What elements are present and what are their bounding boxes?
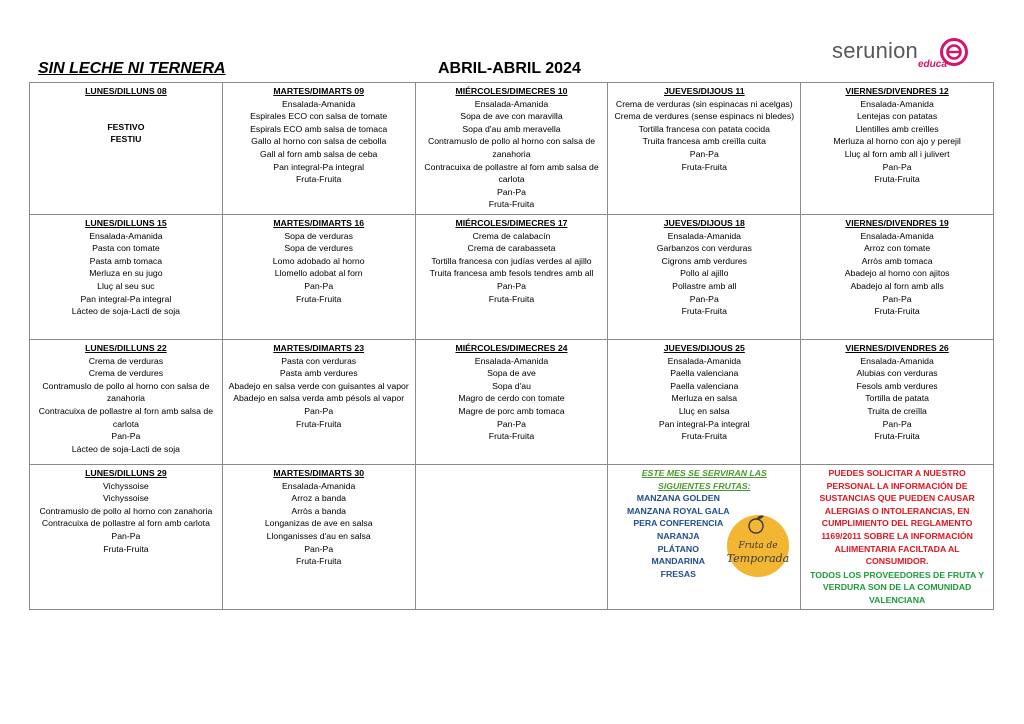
dish-item: Ensalada-Amanida bbox=[281, 98, 356, 109]
day-title: MIÉRCOLES/DIMECRES 10 bbox=[455, 86, 568, 96]
dish-item: Crema de calabacín bbox=[472, 230, 551, 241]
dish-item: Paella valenciana bbox=[670, 380, 739, 391]
dish-item: Pasta amb verdures bbox=[279, 368, 358, 379]
day-title: VIERNES/DIVENDRES 19 bbox=[845, 217, 949, 228]
dish-item: Crema de carabasseta bbox=[467, 243, 556, 254]
day-title: JUEVES/DIJOUS 11 bbox=[663, 86, 745, 96]
dish-item: Truita de creïlla bbox=[867, 405, 927, 416]
dish-item: Ensalada-Amanida bbox=[667, 355, 741, 366]
dish-item: Fruta-Fruita bbox=[488, 199, 535, 210]
dish-item: Vichyssoise bbox=[103, 493, 149, 504]
day-cell bbox=[415, 339, 608, 464]
day-cell bbox=[30, 339, 223, 464]
day-title: MIÉRCOLES/DIMECRES 17 bbox=[455, 217, 568, 228]
fruit-item: MANZANA GOLDEN bbox=[636, 493, 720, 504]
dish-item: Abadejo al forn amb alls bbox=[850, 280, 944, 291]
day-title: LUNES/DILLUNS 29 bbox=[85, 467, 167, 478]
dish-item: Tortilla francesa con patata cocida bbox=[638, 123, 770, 134]
dish-item: Tortilla francesa con judías verdes al ajillo bbox=[431, 255, 592, 266]
dish-item: Pan-Pa bbox=[304, 280, 334, 291]
dish-item: Ensalada-Amanida bbox=[281, 480, 356, 491]
svg-text:Temporada: Temporada bbox=[727, 551, 790, 565]
dish-item: Pan-Pa bbox=[497, 280, 526, 291]
dish-item: Fruta-Fruita bbox=[488, 431, 535, 442]
logo-e-icon bbox=[940, 38, 968, 66]
dish-item: Ensalada-Amanida bbox=[474, 98, 549, 109]
logo-wordmark: serunion bbox=[832, 38, 918, 63]
dish-item: Paella valenciana bbox=[670, 368, 739, 379]
dish-item: Pan-Pa bbox=[689, 293, 719, 304]
day-cell bbox=[801, 339, 994, 464]
local-suppliers-notice: TODOS LOS PROVEEDORES DE FRUTA Y VERDURA SON DE LA COMUNIDAD VALENCIANA bbox=[810, 569, 985, 605]
dish-item: Ensalada-Amanida bbox=[860, 98, 934, 109]
dish-item: Lentejas con patatas bbox=[857, 111, 938, 122]
day-cell bbox=[30, 214, 223, 339]
week-row bbox=[30, 83, 994, 215]
day-cell bbox=[801, 214, 994, 339]
dish-item: Abadejo al horno con ajitos bbox=[844, 268, 950, 279]
dish-item: Pollastre amb all bbox=[672, 280, 737, 291]
dish-item: Crema de verdures bbox=[88, 368, 164, 379]
dish-item: Pan-Pa bbox=[689, 148, 719, 159]
day-cell bbox=[222, 214, 415, 339]
allergen-notice: PUEDES SOLICITAR A NUESTRO PERSONAL LA INFORMACIÓN DE SUSTANCIAS QUE PUEDEN CAUSAR ALERGIAS O INTOLERANCIAS, EN CUMPLIMIENTO DEL REGLAMENTO 1169/2011 SOBRE LA INFORMACIÓN ALIIMENTARIA FACILTADA AL CONSUMIDOR. bbox=[819, 467, 975, 567]
dish-item: Lácteo de soja-Lacti de soja bbox=[71, 443, 180, 454]
week-row bbox=[30, 339, 994, 464]
day-cell bbox=[222, 464, 415, 610]
dish-item: Sopa d'au amb meravella bbox=[462, 123, 561, 134]
dish-item: Arròs a banda bbox=[291, 505, 346, 516]
day-title: JUEVES/DIJOUS 25 bbox=[663, 342, 745, 353]
dish-item: Lomo adobado al horno bbox=[272, 255, 365, 266]
dish-item: Pan-Pa bbox=[882, 293, 912, 304]
serunion-logo bbox=[832, 36, 972, 72]
dish-item: Ensalada-Amanida bbox=[860, 230, 934, 241]
dish-item: Espirals ECO amb salsa de tomaca bbox=[250, 123, 388, 134]
dish-item: Pan-Pa bbox=[111, 431, 141, 442]
week-row bbox=[30, 464, 994, 610]
empty-cell bbox=[415, 464, 608, 610]
dish-item: Fruta-Fruita bbox=[296, 418, 342, 429]
dish-item: Fruta-Fruita bbox=[296, 556, 342, 567]
seasonal-fruits-cell bbox=[608, 464, 801, 610]
dish-item: Llomello adobat al forn bbox=[274, 268, 363, 279]
dish-item: Fruta-Fruita bbox=[874, 174, 920, 185]
dish-item: Abadejo en salsa verde con guisantes al vapor bbox=[228, 380, 409, 391]
week-row bbox=[30, 214, 994, 339]
dish-item: Arroz con tomate bbox=[864, 243, 931, 254]
holiday-label: FESTIU bbox=[110, 134, 142, 145]
day-cell bbox=[801, 83, 994, 215]
dish-item: Vichyssoise bbox=[103, 480, 149, 491]
menu-title: SIN LECHE NI TERNERA bbox=[38, 60, 226, 77]
day-title: MIÉRCOLES/DIMECRES 24 bbox=[455, 342, 568, 353]
dish-item: Pasta amb tomaca bbox=[89, 255, 163, 266]
logo-subtitle: educa bbox=[918, 59, 947, 70]
day-title: MARTES/DIMARTS 23 bbox=[273, 342, 365, 353]
dish-item: Contramuslo de pollo al horno con salsa de zanahoria bbox=[42, 380, 210, 404]
dish-item: Merluza al horno con ajo y perejil bbox=[833, 136, 961, 147]
dish-item: Lluç al forn amb all i julivert bbox=[844, 148, 950, 159]
dish-item: Fruta-Fruita bbox=[103, 543, 149, 554]
day-title: LUNES/DILLUNS 22 bbox=[85, 342, 167, 353]
dish-item: Sopa de verdures bbox=[284, 243, 353, 254]
fruit-item: NARANJA bbox=[657, 530, 700, 541]
dish-item: Magro de cerdo con tomate bbox=[458, 393, 565, 404]
fruit-item: MANDARINA bbox=[651, 556, 706, 567]
dish-item: Merluza en salsa bbox=[671, 393, 738, 404]
dish-item: Contramuslo de pollo al horno con zanahoria bbox=[39, 505, 213, 516]
dish-item: Sopa de ave con maravilla bbox=[460, 111, 563, 122]
dish-item: Cigrons amb verdures bbox=[661, 255, 748, 266]
dish-item: Pan integral-Pa integral bbox=[273, 161, 365, 172]
day-cell bbox=[222, 339, 415, 464]
day-cell bbox=[415, 83, 608, 215]
menu-table bbox=[29, 82, 994, 610]
menu-period: ABRIL-ABRIL 2024 bbox=[438, 60, 581, 77]
day-cell bbox=[608, 214, 801, 339]
fruit-item: MANZANA ROYAL GALA bbox=[627, 505, 730, 516]
day-cell bbox=[30, 83, 223, 215]
holiday-label: FESTIVO bbox=[107, 121, 145, 132]
dish-item: Tortilla de patata bbox=[865, 393, 929, 404]
dish-item: Fruta-Fruita bbox=[296, 293, 342, 304]
dish-item: Pan integral-Pa integral bbox=[658, 418, 750, 429]
dish-item: Pan-Pa bbox=[882, 161, 912, 172]
dish-item: Crema de verduras (sin espinacas ni acelgas) bbox=[615, 98, 793, 109]
fruits-heading: ESTE MES SE SERVIRAN LAS SIGUIENTES FRUTAS: bbox=[641, 467, 767, 491]
dish-item: Lluç al seu suc bbox=[97, 280, 155, 291]
dish-item: Arroz a banda bbox=[291, 493, 346, 504]
day-cell bbox=[608, 339, 801, 464]
day-title: VIERNES/DIVENDRES 12 bbox=[845, 86, 949, 96]
dish-item: Longanizas de ave en salsa bbox=[264, 518, 373, 529]
day-title: VIERNES/DIVENDRES 26 bbox=[845, 342, 949, 353]
dish-item: Pasta con verduras bbox=[281, 355, 357, 366]
day-title: LUNES/DILLUNS 08 bbox=[85, 86, 167, 96]
dish-item: Sopa de verduras bbox=[284, 230, 353, 241]
fruit-item: PLÁTANO bbox=[657, 543, 699, 554]
dish-item: Contracuixa de pollastre al forn amb salsa de carlota bbox=[424, 161, 599, 185]
dish-item: Lácteo de soja-Lacti de soja bbox=[71, 306, 180, 317]
dish-item: Fruta-Fruita bbox=[296, 174, 342, 185]
dish-item: Crema de verduras bbox=[88, 355, 164, 366]
dish-item: Lluç en salsa bbox=[678, 405, 730, 416]
dish-item: Abadejo en salsa verda amb pésols al vapor bbox=[233, 393, 405, 404]
day-title: LUNES/DILLUNS 15 bbox=[85, 217, 167, 228]
day-cell bbox=[415, 214, 608, 339]
dish-item: Crema de verdures (sense espinacs ni bledes) bbox=[614, 111, 795, 122]
dish-item: Pan integral-Pa integral bbox=[80, 293, 172, 304]
dish-item: Llonganisses d'au en salsa bbox=[266, 530, 371, 541]
dish-item: Ensalada-Amanida bbox=[860, 355, 934, 366]
dish-item: Pan-Pa bbox=[304, 405, 334, 416]
dish-item: Fruta-Fruita bbox=[681, 161, 727, 172]
dish-item: Sopa d'au bbox=[492, 380, 531, 391]
day-title: JUEVES/DIJOUS 18 bbox=[663, 217, 745, 228]
dish-item: Fesols amb verdures bbox=[856, 380, 938, 391]
dish-item: Magre de porc amb tomaca bbox=[458, 405, 565, 416]
day-title: MARTES/DIMARTS 09 bbox=[273, 86, 365, 96]
allergen-notice-cell bbox=[801, 464, 994, 610]
dish-item: Merluza en su jugo bbox=[89, 268, 163, 279]
dish-item: Ensalada-Amanida bbox=[474, 355, 549, 366]
dish-item: Pan-Pa bbox=[497, 186, 526, 197]
dish-item: Contracuixa de pollastre al forn amb carlota bbox=[41, 518, 210, 529]
day-title: MARTES/DIMARTS 30 bbox=[273, 467, 365, 478]
day-cell bbox=[30, 464, 223, 610]
dish-item: Pan-Pa bbox=[111, 530, 141, 541]
day-title: MARTES/DIMARTS 16 bbox=[273, 217, 365, 228]
dish-item: Gall al forn amb salsa de ceba bbox=[260, 148, 378, 159]
fruit-item: PERA CONFERENCIA bbox=[633, 518, 724, 529]
dish-item: Llentilles amb creïlles bbox=[855, 123, 939, 134]
svg-text:Fruta de: Fruta de bbox=[738, 540, 779, 551]
dish-item: Fruta-Fruita bbox=[874, 431, 920, 442]
dish-item: Fruta-Fruita bbox=[681, 306, 727, 317]
dish-item: Arròs amb tomaca bbox=[861, 255, 933, 266]
dish-item: Garbanzos con verduras bbox=[656, 243, 752, 254]
dish-item: Truita francesa amb fesols tendres amb all bbox=[429, 268, 594, 279]
dish-item: Espirales ECO con salsa de tomate bbox=[250, 111, 388, 122]
day-cell bbox=[608, 83, 801, 215]
fruta-temporada-badge-icon bbox=[720, 510, 792, 582]
day-cell bbox=[222, 83, 415, 215]
dish-item: Pan-Pa bbox=[882, 418, 912, 429]
dish-item: Ensalada-Amanida bbox=[89, 230, 163, 241]
dish-item: Fruta-Fruita bbox=[681, 431, 727, 442]
fruit-item: FRESAS bbox=[660, 568, 696, 579]
dish-item: Fruta-Fruita bbox=[488, 293, 535, 304]
dish-item: Sopa de ave bbox=[487, 368, 536, 379]
dish-item: Alubias con verduras bbox=[856, 368, 938, 379]
dish-item: Pollo al ajillo bbox=[680, 268, 729, 279]
dish-item: Truita francesa amb creïlla cuita bbox=[642, 136, 766, 147]
dish-item: Contramuslo de pollo al horno con salsa de zanahoria bbox=[427, 136, 596, 159]
dish-item: Ensalada-Amanida bbox=[667, 230, 741, 241]
dish-item: Pan-Pa bbox=[497, 418, 526, 429]
dish-item: Contracuixa de pollastre al forn amb salsa de carlota bbox=[38, 405, 214, 429]
dish-item: Pan-Pa bbox=[304, 543, 334, 554]
dish-item: Pasta con tomate bbox=[92, 243, 160, 254]
dish-item: Fruta-Fruita bbox=[874, 306, 920, 317]
dish-item: Gallo al horno con salsa de cebolla bbox=[251, 136, 387, 147]
